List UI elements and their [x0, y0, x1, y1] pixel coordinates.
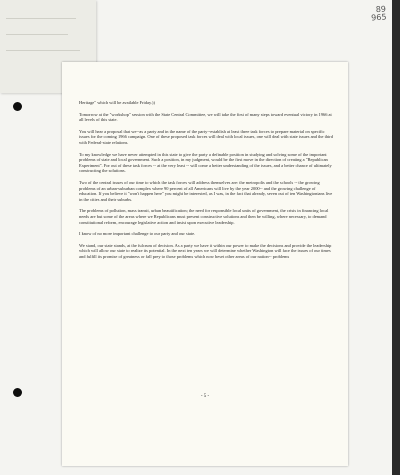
binder-hole: [13, 102, 22, 111]
handwritten-corner-note: [370, 5, 386, 22]
paragraph: I know of no more important challenge to our party and our state.: [79, 231, 196, 237]
binder-hole: [13, 388, 22, 397]
paragraph: Tomorrow at the "workshop" session with the State Central Committee, we will take the first of many steps toward eventual victory in 1966 at all levels of this state.: [79, 111, 332, 123]
slip-rule: [6, 50, 80, 51]
corner-note-line-2: 965: [370, 12, 387, 23]
document-body: [79, 100, 333, 265]
paragraph: To my knowledge we have never attempted in this state to give the party a definable position in studying and solving some of the important problems of state and local government. Such a position, in my judgment, would be the first move in the direction of creating a "Republican Experiment". For out of these task forces -- at the very least -- will come a better understanding of the issues, and a better chance of ultimately constructing the solutions.: [79, 151, 332, 174]
paragraph: The problems of pollution, mass transit, urban beautification; the need for responsible local units of government, the crisis in financing local needs are but some of the areas where we Republicans must present constructive solutions and then be willing, where necessary, to demand constitutional reform, encourage legislative action and insist upon executive leadership.: [79, 208, 329, 225]
paragraph: Two of the central issues of our time to which the task forces will address themselves are: the metropolis and the schools -- the growing problems of an urban-suburban complex where 90 percent of all Americans will live by the year 2000-- and the growing challenge of education. If you believe it "won't happen here" you might be interested, as I was, in the fact that already, seven out of ten Washingtonians live in the cities and their suburbs.: [79, 179, 333, 202]
binder-edge: [392, 0, 400, 475]
paragraph: Heritage" which will be available Friday.)): [79, 100, 155, 105]
document-page: [62, 62, 348, 466]
slip-rule: [6, 34, 68, 35]
paragraph: We stand, our state stands, at the fulcrum of decision. As a party we have it within our power to make the decisions and provide the leadership which will allow our state to realize its potential. In the next ten years we will determine whether Washington will face the issues of our times and fulfill its promise of greatness or fall prey to those problems which now beset other areas of our nation-- problems: [79, 242, 332, 259]
paragraph: You will hear a proposal that we--as a party and in the name of the party--establish at least three task forces to prepare material on specific issues for the coming 1966 campaign. One of these proposed task forces will deal with local issues, one will deal with state issues and the third with Federal-state relations.: [79, 128, 333, 145]
slip-rule: [6, 18, 76, 19]
page-number: - 5 -: [200, 394, 210, 399]
corner-note-line-1: 89: [375, 4, 386, 15]
